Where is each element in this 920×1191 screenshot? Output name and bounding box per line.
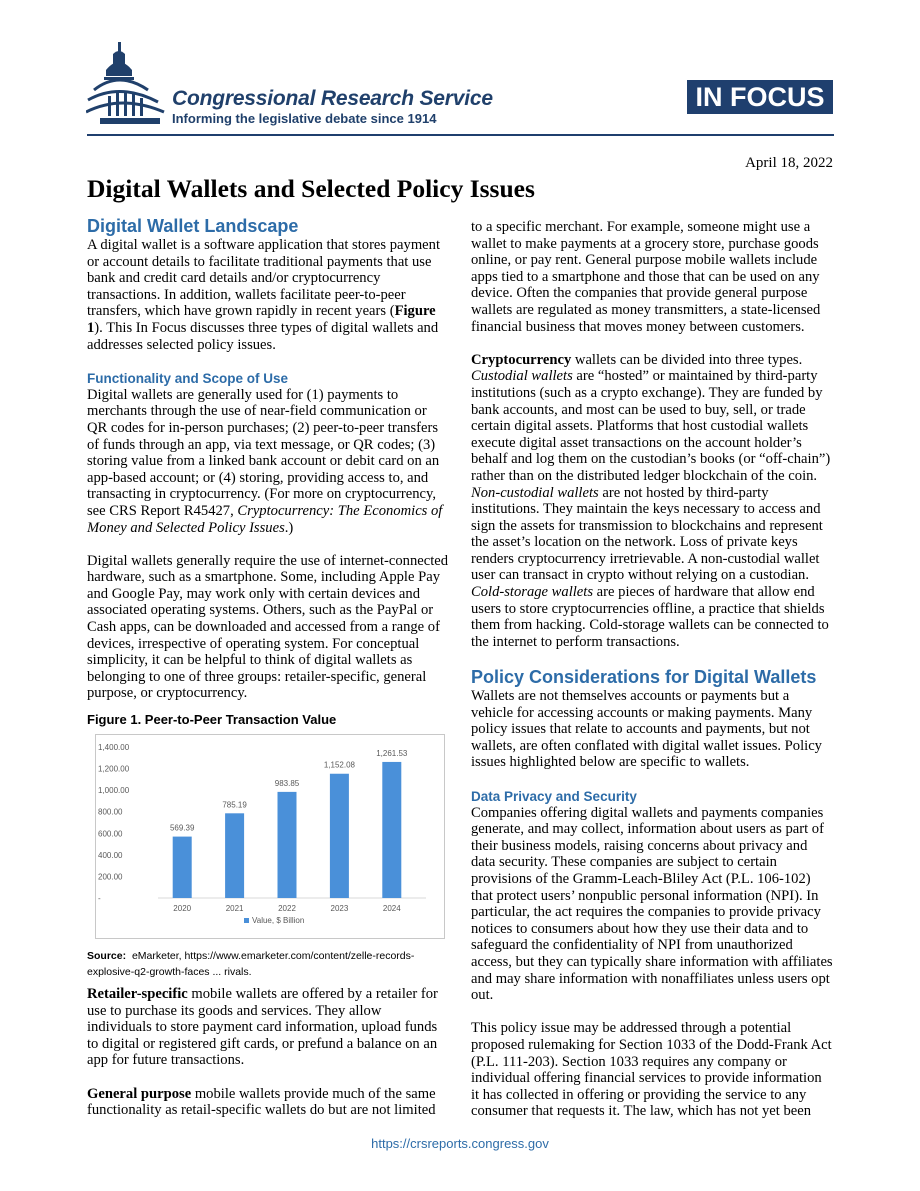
y-tick-label: 600.00 xyxy=(98,829,123,839)
privacy-paragraph-1: Companies offering digital wallets and payments companies generate, and may collect, information about users as part of their business models, raising concerns about privacy and data security. These companies are subject to certain provisions of the Gramm-Leach-Bliley Act (P.L. 106-102) that protect users’ nonpublic personal information (NPI). In particular, the act requires the companies to provide privacy notices to consumers about how they use their data and to safeguard the confidentiality of NPI from unauthorized access, but they can typically share information with affiliates and may share information with nonaffiliates unless users opt out. xyxy=(471,804,833,1004)
bar-chart xyxy=(96,735,444,938)
policy-heading: Policy Considerations for Digital Wallets xyxy=(471,667,817,688)
x-tick-label: 2022 xyxy=(278,904,296,914)
crypto-text-4: are pieces of hardware that allow end users to store cryptocurrencies offline, a practice that shields them from hacking. Cold-storage wallets can be connected to the internet to perform transactions. xyxy=(471,584,829,650)
x-tick-label: 2024 xyxy=(382,904,401,914)
retailer-term: Retailer-specific xyxy=(87,986,188,1003)
data-label: 1,261.53 xyxy=(376,748,408,758)
non-custodial-term: Non-custodial wallets xyxy=(471,484,599,501)
y-tick-label: 1,000.00 xyxy=(98,786,130,796)
crypto-term: Cryptocurrency xyxy=(471,351,572,368)
retailer-text: mobile wallets are offered by a retailer for use to purchase its goods and services. They allow individuals to store payment card information, upload funds to digital or registered gift cards, or prefund a balance on an app for future transactions. xyxy=(87,986,438,1069)
legend-swatch xyxy=(244,918,249,923)
crypto-text-1: wallets can be divided into three types. xyxy=(571,351,803,368)
landscape-text-a: A digital wallet is a software application that stores payment or account details to facilitate traditional payments that use bank and credit card details and/or cryptocurrency transactions. In addition, wallets facilitate peer-to-peer transfers, which have grown rapidly in recent years ( xyxy=(87,237,440,320)
general-paragraph xyxy=(87,1086,449,1119)
data-label: 785.19 xyxy=(222,800,247,810)
bar xyxy=(330,774,349,898)
capitol-dome-icon xyxy=(86,40,166,130)
y-tick-label: 800.00 xyxy=(98,807,123,817)
x-tick-label: 2023 xyxy=(330,904,349,914)
data-label: 569.39 xyxy=(169,823,195,833)
footer-url[interactable]: https://crsreports.congress.gov xyxy=(371,1136,549,1151)
y-tick-label: 400.00 xyxy=(98,850,123,860)
source-text: eMarketer, https://www.emarketer.com/content/zelle-records-explosive-q2-growth-faces ... rivals. xyxy=(87,950,415,979)
crs-logo xyxy=(86,40,166,130)
y-tick-label: 200.00 xyxy=(98,872,123,882)
crypto-text-2: are “hosted” or maintained by third-party institutions (such as a crypto exchange). They are funded by bank accounts, and most can be used to buy, sell, or trade certain digital assets. Platforms that host custodial wallets execute digital asset transactions on the account holder’s behalf and log them on the custodian’s books (or “off-chain”) rather than on the distributed ledger blockchain of the coin. xyxy=(471,368,831,484)
landscape-paragraph xyxy=(87,237,449,353)
header-rule xyxy=(87,134,834,136)
functionality-paragraph-1 xyxy=(87,387,449,536)
x-tick-label: 2020 xyxy=(173,904,192,914)
functionality-paragraph-2: Digital wallets generally require the use of internet-connected hardware, such as a smartphone. Some, including Apple Pay and Google Pay, may work only with certain devices and associated operating systems. Others, such as the PayPal or Cash apps, can be downloaded and accessed from a range of devices, irrespective of operating system. For conceptual simplicity, it can be helpful to think of digital wallets as belonging to one of three groups: retailer-specific, general purpose, or cryptocurrency. xyxy=(87,552,449,702)
bar xyxy=(278,792,297,898)
y-tick-label: 1,400.00 xyxy=(98,743,130,753)
left-column xyxy=(87,216,449,1119)
source-label: Source: xyxy=(87,950,127,963)
custodial-term: Custodial wallets xyxy=(471,368,573,385)
figure-chart xyxy=(95,734,445,939)
general-text-part1: mobile wallets provide much of the same functionality as retail-specific wallets do but are not limited xyxy=(87,1085,436,1119)
general-paragraph-continued xyxy=(471,219,833,335)
crypto-text-3: are not hosted by third-party institutions. They maintain the keys necessary to access and sign the assets for transmission to blockchains and represent the asset’s location on the network. Loss of private keys renders cryptocurrency irretrievable. A non-custodial wallet user can transact in crypto without relying on a custodian. xyxy=(471,484,823,584)
org-name: Congressional Research Service xyxy=(172,87,493,110)
report-title: Cryptocurrency: The Economics of Money and Selected Policy Issues xyxy=(87,502,443,536)
bar xyxy=(382,762,401,898)
y-tick-label: 1,200.00 xyxy=(98,764,130,774)
page-title: Digital Wallets and Selected Policy Issues xyxy=(87,174,535,203)
privacy-heading: Data Privacy and Security xyxy=(471,788,637,804)
data-label: 1,152.08 xyxy=(323,760,355,770)
legend-label: Value, $ Billion xyxy=(252,916,305,926)
figure-source xyxy=(87,948,449,980)
crs-wordmark xyxy=(172,88,493,126)
data-label: 983.85 xyxy=(274,778,300,788)
landscape-heading: Digital Wallet Landscape xyxy=(87,216,299,236)
in-focus-badge: IN FOCUS xyxy=(687,80,833,114)
policy-paragraph: Wallets are not themselves accounts or payments but a vehicle for accessing accounts or making payments. Many policy issues that relate to accounts and payments, but not wallets, are often conflated with digital wallet issues. Policy issues highlighted below are specific to wallets. xyxy=(471,688,822,771)
figure-ref: Figure 1 xyxy=(87,303,436,336)
general-text-part2: to a specific merchant. For example, someone might use a wallet to make payments at a grocery store, purchase goods online, or pay rent. General purpose mobile wallets include apps tied to a smartphone and those that can be used on any device. Often the companies that provide general purpose wallets are regulated as money transmitters, a state-licensed financial business that moves money between customers. xyxy=(471,219,821,335)
x-tick-label: 2021 xyxy=(225,904,244,914)
retailer-paragraph xyxy=(87,986,449,1069)
landscape-text-b: ). This In Focus discusses three types of digital wallets and addresses selected policy issues. xyxy=(87,319,439,353)
figure-title: Figure 1. Peer-to-Peer Transaction Value xyxy=(87,712,337,728)
functionality-heading: Functionality and Scope of Use xyxy=(87,370,289,386)
crypto-paragraph xyxy=(471,352,833,651)
publication-date: April 18, 2022 xyxy=(745,155,833,171)
privacy-paragraph-2: This policy issue may be addressed through a potential proposed rulemaking for Section 1033 of the Dodd-Frank Act (P.L. 111-203). Section 1033 requires any company or individual offering financial services to provide information it has collected in offering or providing the service to any consumer that requests it. The law, which has not yet been xyxy=(471,1020,832,1120)
cold-storage-term: Cold-storage wallets xyxy=(471,584,594,601)
functionality-text-a: Digital wallets are generally used for (1) payments to merchants through the use of near-field communication or QR codes for in-person purchases; (2) peer-to-peer transfers of funds through an app, via text message, or QR codes; (3) storing value from a linked bank account or debit card on an app-based account; or (4) storing, providing access to, and transacting in cryptocurrency. (For more on cryptocurrency, see CRS Report R45427, xyxy=(87,386,440,519)
org-tagline: Informing the legislative debate since 1914 xyxy=(172,111,437,126)
functionality-text-b: .) xyxy=(284,519,294,536)
general-term: General purpose xyxy=(87,1085,192,1102)
bar xyxy=(173,837,192,898)
right-column xyxy=(471,219,833,1120)
bar xyxy=(225,813,244,898)
y-tick-label: - xyxy=(98,894,101,904)
